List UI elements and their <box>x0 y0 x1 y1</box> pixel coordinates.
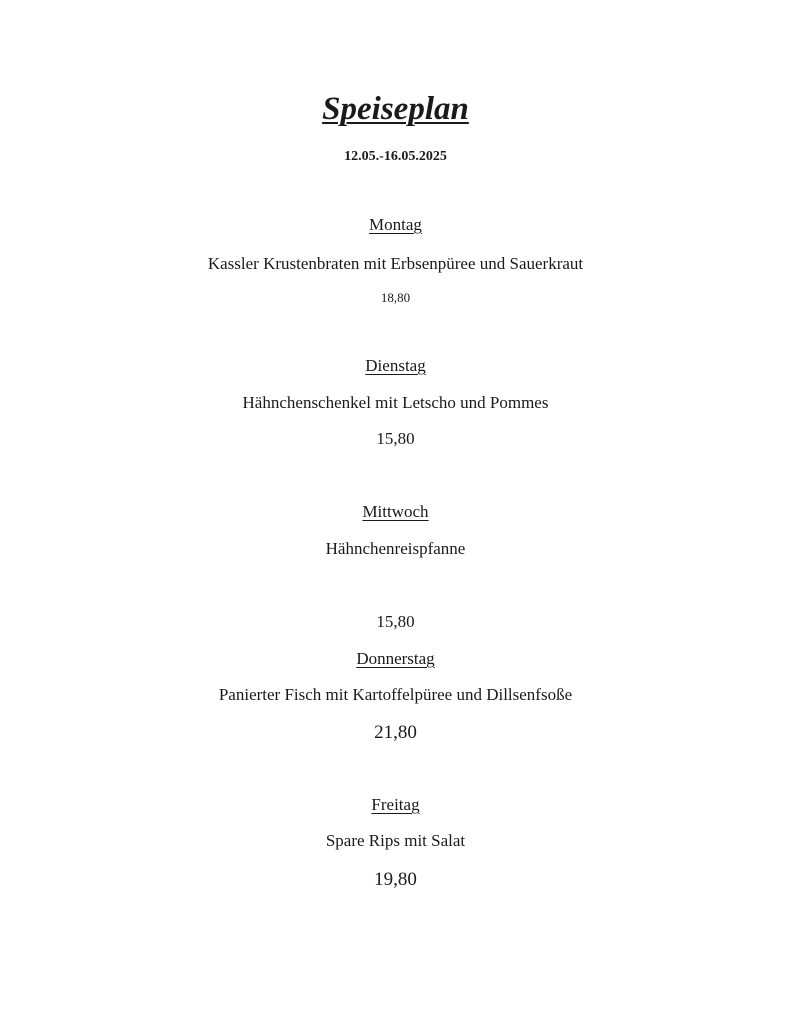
day-heading-dienstag: Dienstag <box>365 356 426 375</box>
menu-title: Speiseplan <box>322 91 469 127</box>
dish-montag: Kassler Krustenbraten mit Erbsenpüree und Sauerkraut <box>207 254 584 273</box>
day-heading-freitag: Freitag <box>371 795 420 814</box>
price-freitag: 19,80 <box>374 869 417 890</box>
dish-donnerstag: Panierter Fisch mit Kartoffelpüree und Dillsenfsoße <box>218 685 573 704</box>
dish-dienstag: Hähnchenschenkel mit Letscho und Pommes <box>242 393 549 412</box>
price-donnerstag: 21,80 <box>374 722 417 743</box>
date-range: 12.05.-16.05.2025 <box>344 149 447 164</box>
day-heading-montag: Montag <box>369 215 422 234</box>
day-heading-mittwoch: Mittwoch <box>362 502 429 521</box>
price-mittwoch: 15,80 <box>376 612 415 631</box>
price-montag: 18,80 <box>380 290 411 305</box>
day-heading-donnerstag: Donnerstag <box>356 649 435 668</box>
price-dienstag: 15,80 <box>376 429 415 448</box>
dish-mittwoch: Hähnchenreispfanne <box>325 539 466 558</box>
dish-freitag: Spare Rips mit Salat <box>325 831 466 850</box>
